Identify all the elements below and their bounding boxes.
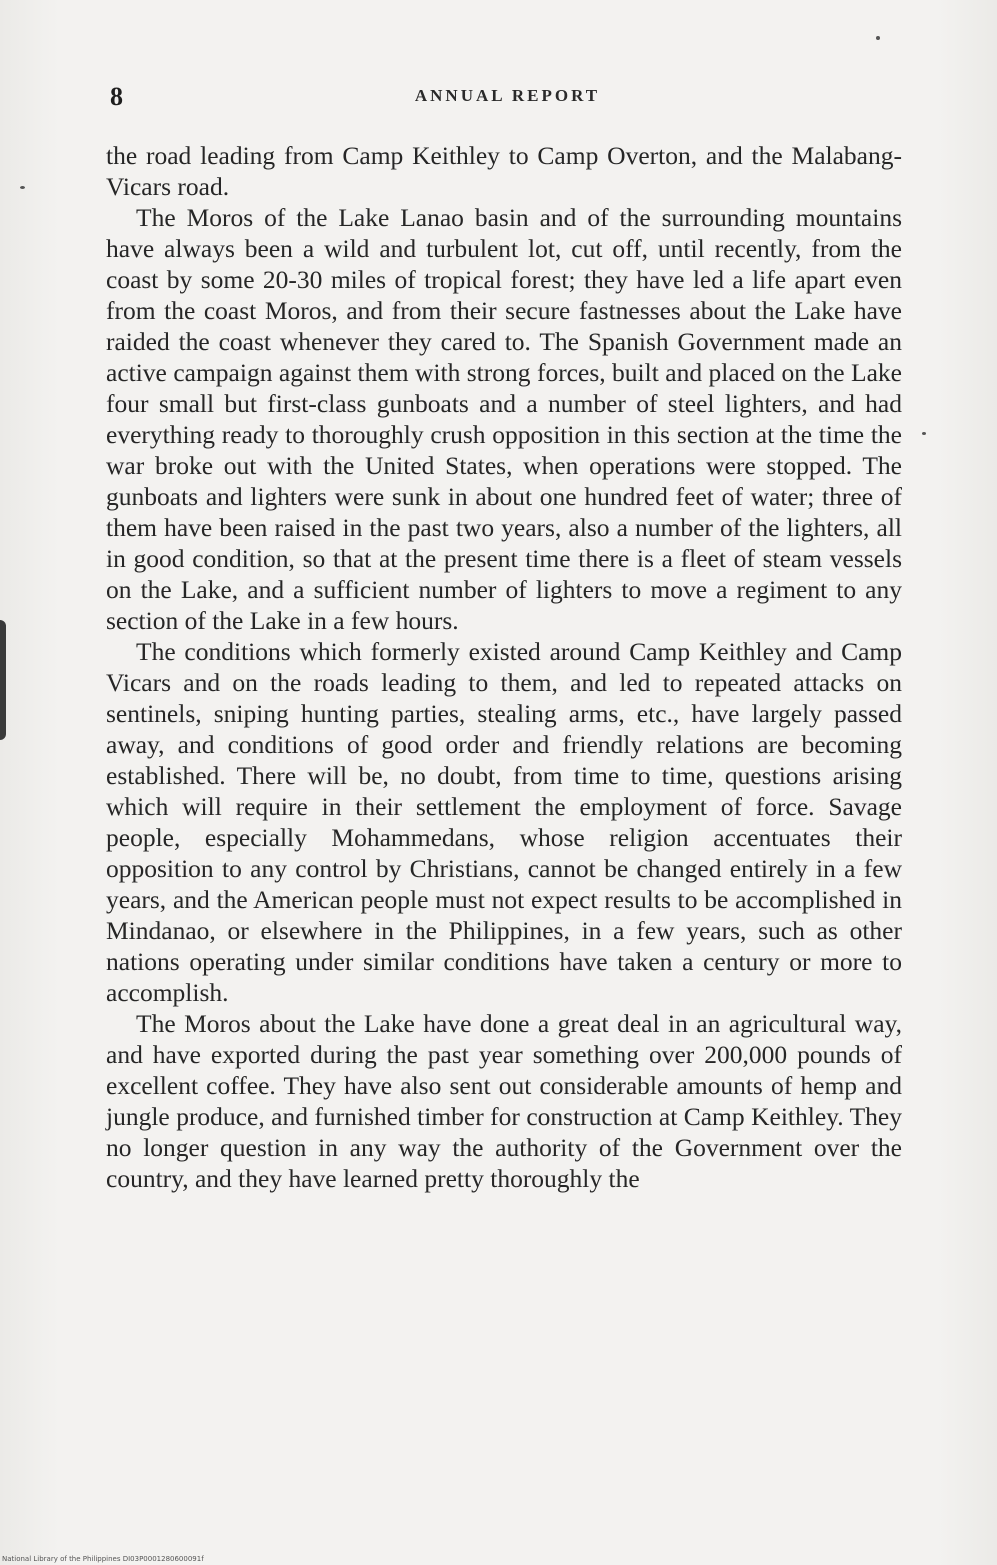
scan-speck <box>876 36 880 40</box>
running-head: ANNUAL REPORT <box>414 86 601 105</box>
page-edge-shadow <box>0 620 6 740</box>
scan-speck <box>922 432 926 435</box>
paragraph: The conditions which formerly existed around Camp Keithley and Camp Vicars and on the roads leading to them, and led to repeated attacks on sentinels, sniping hunting parties, stealing arms, etc., have largely passed away, and conditions of good order and friendly relations are becoming established. There will be, no doubt, from time to time, questions arising which will require in their settlement the employment of force. Savage people, especially Mohammedans, whose religion accentuates their opposition to any control by Christians, cannot be changed entirely in a few years, and the American people must not expect results to be accomplished in Mindanao, or elsewhere in the Philippines, in a few years, such as other nations operating under similar conditions have taken a century or more to accomplish. <box>106 637 902 1007</box>
scan-speck <box>20 186 25 189</box>
paragraph: the road leading from Camp Keithley to Camp Overton, and the Malabang-Vicars road. <box>106 141 902 201</box>
body-text <box>106 140 902 1194</box>
paragraph: The Moros about the Lake have done a great deal in an agricultural way, and have exported during the past year something over 200,000 pounds of excellent coffee. They have also sent out considerable amounts of hemp and jungle produce, and furnished timber for construction at Camp Keithley. They no longer question in any way the authority of the Government over the country, and they have learned pretty thoroughly the <box>106 1009 902 1193</box>
paragraph: The Moros of the Lake Lanao basin and of the surrounding mountains have always been a wild and turbulent lot, cut off, until recently, from the coast by some 20-30 miles of tropical forest; they have led a life apart even from the coast Moros, and from their secure fastnesses about the Lake have raided the coast whenever they cared to. The Spanish Government made an active campaign against them with strong forces, built and placed on the Lake four small but first-class gunboats and a number of steel lighters, and had everything ready to thoroughly crush opposition in this section at the time the war broke out with the United States, when operations were stopped. The gunboats and lighters were sunk in about one hundred feet of water; three of them have been raised in the past two years, also a number of the lighters, all in good condition, so that at the present time there is a fleet of steam vessels on the Lake, and a sufficient number of lighters to move a regiment to any section of the Lake in a few hours. <box>106 203 902 635</box>
page-header <box>110 82 905 112</box>
page-number: 8 <box>110 82 123 111</box>
scan-credit: National Library of the Philippines DI03P0001280600091f <box>2 1555 204 1563</box>
